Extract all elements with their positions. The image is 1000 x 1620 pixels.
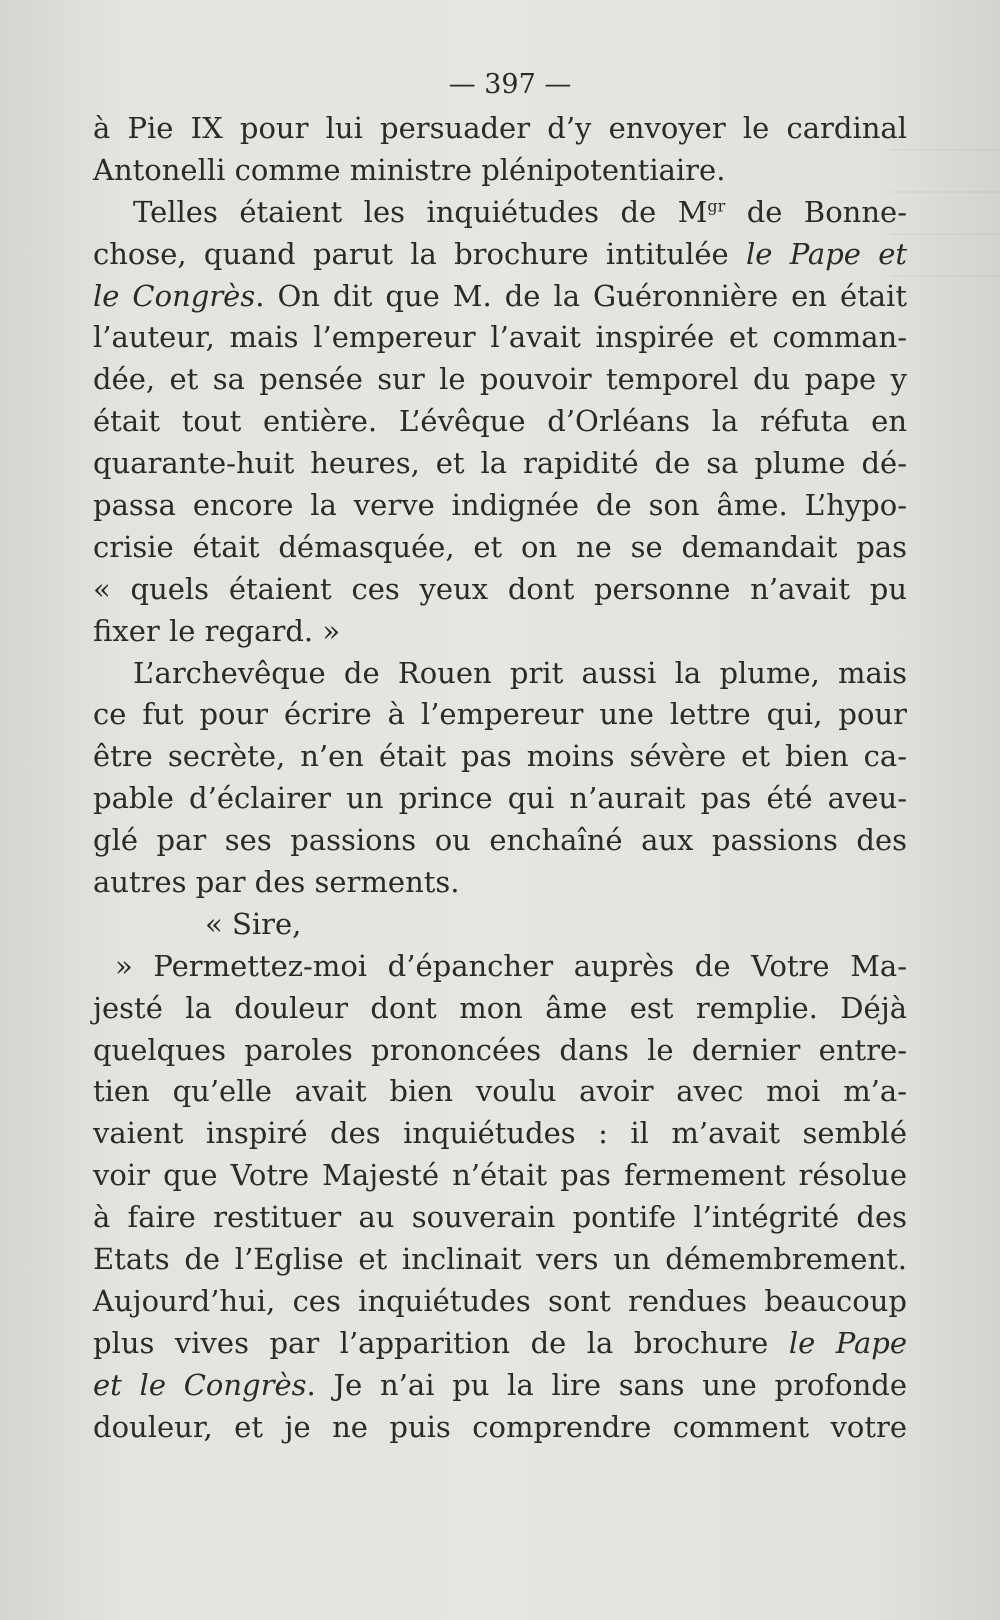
text-line: crisie était démasquée, et on ne se demandait pas: [93, 529, 907, 564]
text-line: tien qu’elle avait bien voulu avoir avec moi m’a-: [93, 1074, 907, 1109]
text-line: l’auteur, mais l’empereur l’avait inspirée et comman-: [93, 320, 907, 355]
text-line: Antonelli comme ministre plénipotentiaire.: [93, 152, 726, 187]
page-text: [93, 62, 907, 1449]
text-line: « quels étaient ces yeux dont personne n’avait pu: [93, 571, 907, 606]
text-line: pable d’éclairer un prince qui n’aurait pas été aveu-: [93, 781, 907, 816]
text-line: ce fut pour écrire à l’empereur une lettre qui, pour: [93, 697, 907, 732]
text-line: le Congrès. On dit que M. de la Guéronnière en était: [93, 278, 907, 313]
text-line: plus vives par l’apparition de la brochure le Pape: [93, 1325, 907, 1360]
text-line: passa encore la verve indignée de son âme. L’hypo-: [93, 488, 907, 523]
text-line: L’archevêque de Rouen prit aussi la plume, mais: [133, 655, 907, 690]
text-line: et le Congrès. Je n’ai pu la lire sans une profonde: [93, 1367, 907, 1402]
text-line: était tout entière. L’évêque d’Orléans la réfuta en: [93, 404, 907, 439]
text-line: voir que Votre Majesté n’était pas fermement résolue: [93, 1158, 907, 1193]
text-line: vaient inspiré des inquiétudes : il m’avait semblé: [93, 1116, 907, 1151]
text-line: » Permettez-moi d’épancher auprès de Votre Ma-: [115, 948, 907, 983]
text-line: fixer le regard. »: [93, 613, 341, 648]
text-line: quarante-huit heures, et la rapidité de sa plume dé-: [93, 446, 907, 481]
text-line: Etats de l’Eglise et inclinait vers un démembrement.: [93, 1242, 907, 1277]
text-line: à faire restituer au souverain pontife l’intégrité des: [93, 1200, 907, 1235]
page-number: — 397 —: [448, 69, 572, 100]
text-line: Aujourd’hui, ces inquiétudes sont rendues beaucoup: [93, 1283, 907, 1318]
text-line: glé par ses passions ou enchaîné aux passions des: [93, 823, 907, 858]
text-line: à Pie IX pour lui persuader d’y envoyer le cardinal: [93, 111, 907, 145]
text-line: autres par des serments.: [93, 865, 460, 900]
text-line: « Sire,: [205, 906, 302, 941]
text-line: chose, quand parut la brochure intitulée le Pape et: [93, 236, 908, 271]
text-line: jesté la douleur dont mon âme est remplie. Déjà: [93, 990, 907, 1025]
text-line: douleur, et je ne puis comprendre comment votre: [93, 1409, 907, 1444]
text-line: Telles étaient les inquiétudes de $M^{gr}$ de Bonne-: [133, 194, 907, 229]
text-line: dée, et sa pensée sur le pouvoir temporel du pape y: [93, 362, 907, 397]
text-line: quelques paroles prononcées dans le dernier entre-: [93, 1032, 907, 1067]
text-line: être secrète, n’en était pas moins sévère et bien ca-: [93, 739, 907, 774]
